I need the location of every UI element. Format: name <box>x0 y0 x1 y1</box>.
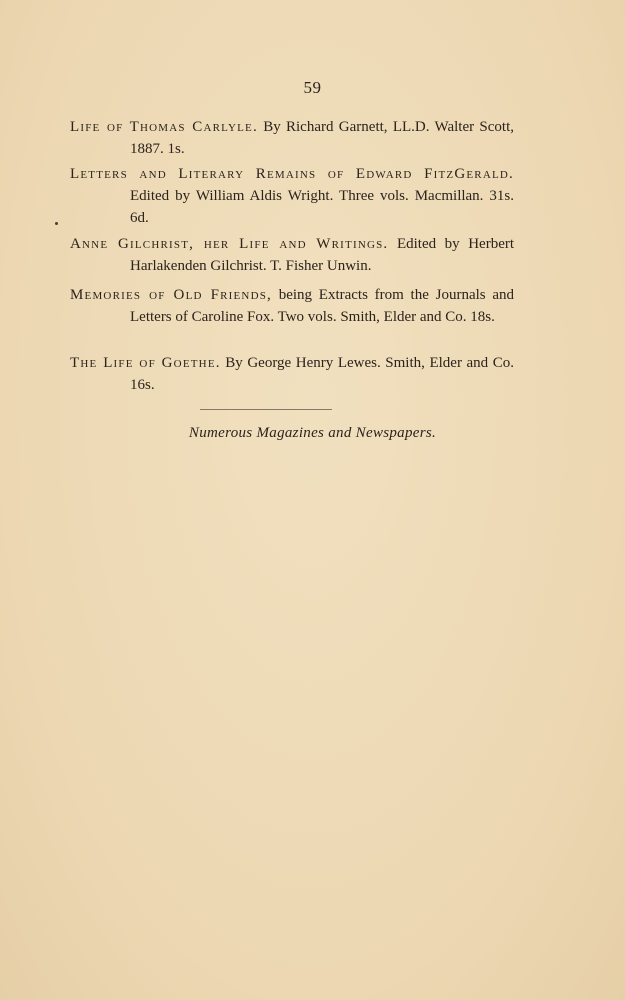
book-entry <box>70 284 514 328</box>
book-details: By George Henry Lewes. Smith, Elder and Co. 16s. <box>130 355 514 393</box>
book-title: The Life of Goethe. <box>70 355 221 371</box>
book-details: By Richard Garnett, LL.D. Walter Scott, 1887. 1s. <box>130 119 515 157</box>
section-divider <box>200 409 332 410</box>
book-entry <box>70 116 514 160</box>
page-number: 59 <box>303 78 322 97</box>
book-entry <box>70 163 514 229</box>
book-title: Letters and Literary Remains of Edward FitzGerald. <box>70 166 514 182</box>
footnote: Numerous Magazines and Newspapers. <box>188 425 437 441</box>
ink-speck <box>55 222 58 225</box>
book-details: Edited by Herbert Harlakenden Gilchrist. T. Fisher Unwin. <box>130 236 515 274</box>
book-title: Anne Gilchrist, her Life and Writings. <box>70 236 389 252</box>
book-details: being Extracts from the Journals and Letters of Caroline Fox. Two vols. Smith, Elder and Co. 18s. <box>130 287 515 325</box>
book-details: Edited by William Aldis Wright. Three vols. Macmillan. 31s. 6d. <box>130 188 514 226</box>
book-title: Memories of Old Friends, <box>70 287 272 303</box>
book-title: Life of Thomas Carlyle. <box>70 119 258 135</box>
book-entry <box>70 233 514 277</box>
book-entry <box>70 352 514 396</box>
